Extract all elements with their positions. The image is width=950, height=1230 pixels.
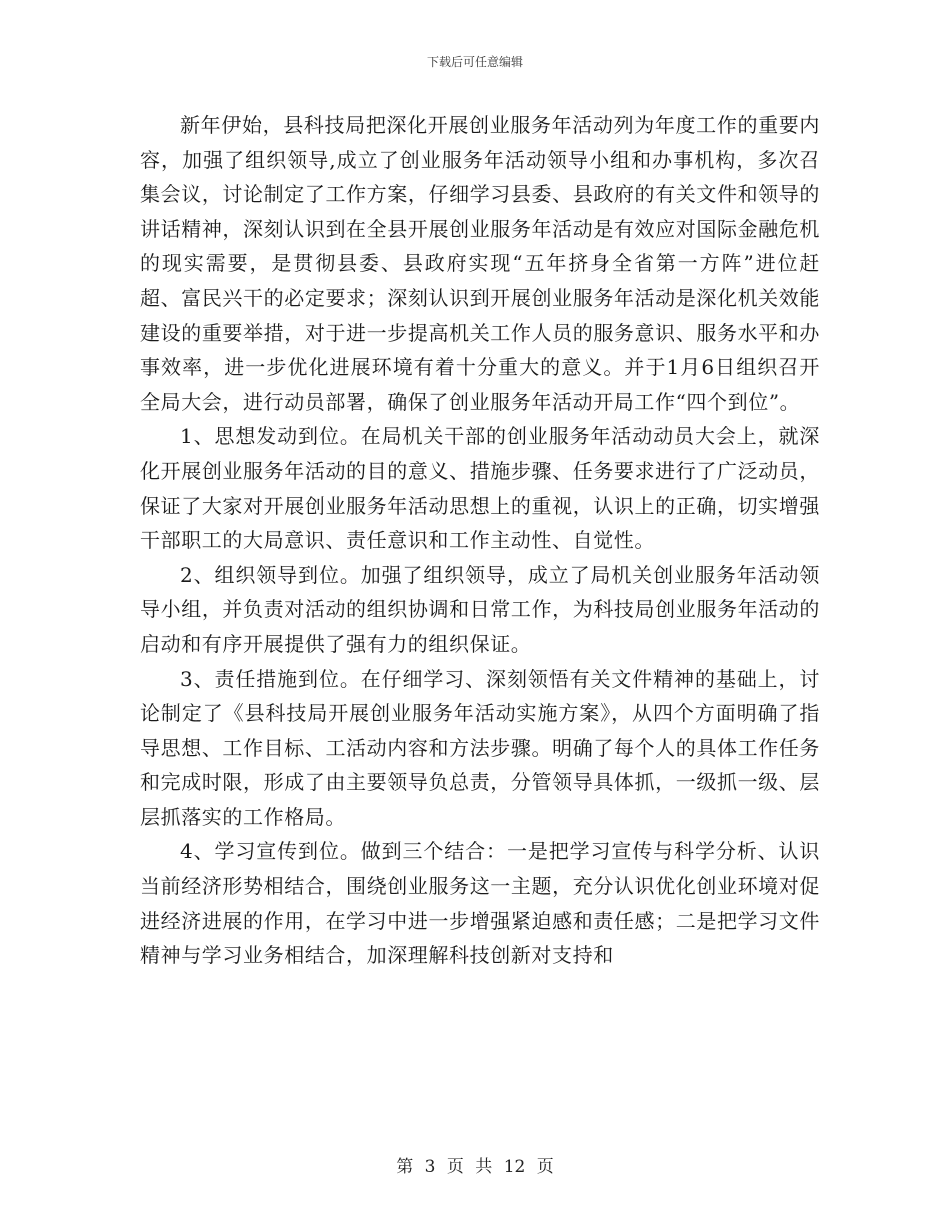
page-number-footer: 第 3 页 共 12 页: [396, 1157, 554, 1177]
document-body: [140, 108, 820, 973]
paragraph-item-2: 2、组织领导到位。加强了组织领导，成立了局机关创业服务年活动领导小组，并负责对活动的组织协调和日常工作，为科技局创业服务年活动的启动和有序开展提供了强有力的组织保证。: [140, 562, 820, 656]
paragraph-item-3: 3、责任措施到位。在仔细学习、深刻领悟有关文件精神的基础上，讨论制定了《县科技局开展创业服务年活动实施方案》，从四个方面明确了指导思想、工作目标、工活动内容和方法步骤。明确了每个人的具体工作任务和完成时限，形成了由主要领导负总责，分管领导具体抓，一级抓一级、层层抓落实的工作格局。: [140, 666, 820, 829]
header-note: 下载后可任意编辑: [426, 55, 523, 69]
paragraph-item-1: 1、思想发动到位。在局机关干部的创业服务年活动动员大会上，就深化开展创业服务年活动的目的意义、措施步骤、任务要求进行了广泛动员，保证了大家对开展创业服务年活动思想上的重视，认识上的正确，切实增强干部职工的大局意识、责任意识和工作主动性、自觉性。: [140, 424, 820, 553]
paragraph-intro: 新年伊始，县科技局把深化开展创业服务年活动列为年度工作的重要内容，加强了组织领导,成立了创业服务年活动领导小组和办事机构，多次召集会议，讨论制定了工作方案，仔细学习县委、县政府的有关文件和领导的讲话精神，深刻认识到在全县开展创业服务年活动是有效应对国际金融危机的现实需要，是贯彻县委、县政府实现“五年挤身全省第一方阵”进位赶超、富民兴干的必定要求；深刻认识到开展创业服务年活动是深化机关效能建设的重要举措，对于进一步提高机关工作人员的服务意识、服务水平和办事效率，进一步优化进展环境有着十分重大的意义。并于1月6日组织召开全局大会，进行动员部署，确保了创业服务年活动开局工作“四个到位”。: [140, 113, 820, 414]
paragraph-item-4: 4、学习宣传到位。做到三个结合：一是把学习宣传与科学分析、认识当前经济形势相结合，围绕创业服务这一主题，充分认识优化创业环境对促进经济进展的作用，在学习中进一步增强紧迫感和责任感；二是把学习文件精神与学习业务相结合，加深理解科技创新对支持和: [140, 839, 820, 968]
